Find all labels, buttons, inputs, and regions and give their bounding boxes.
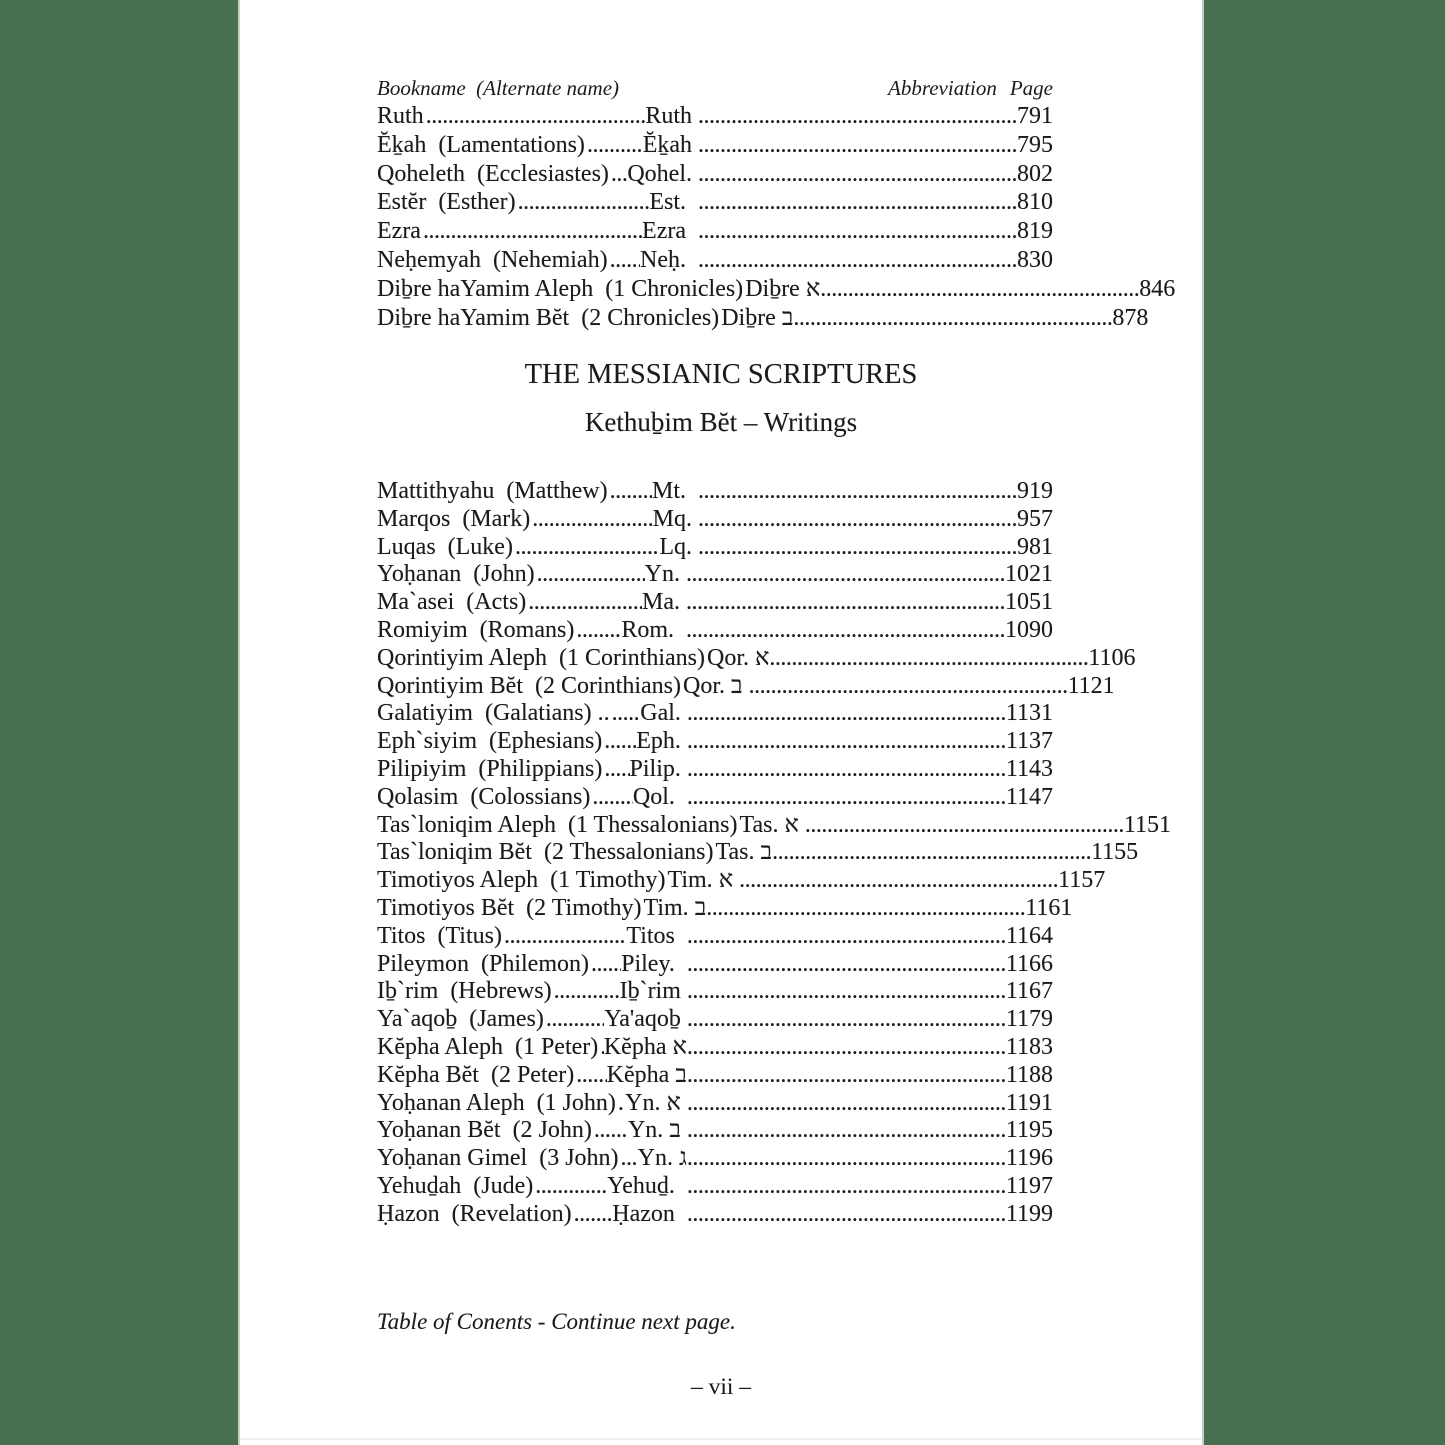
page-number: 1199 <box>1005 1200 1053 1227</box>
toc-row <box>377 534 1053 562</box>
dot-leader <box>687 700 1006 728</box>
dot-leader <box>739 867 1058 895</box>
book-abbreviation: Ma. <box>642 589 686 616</box>
page-number: 1106 <box>1088 644 1136 671</box>
dot-leader <box>590 784 633 812</box>
dot-leader <box>687 1034 1006 1062</box>
book-abbreviation: Yehuḏ. <box>607 1172 687 1199</box>
book-name: Diḇre haYamim Bĕt (2 Chronicles) <box>377 304 720 331</box>
page-number: 1051 <box>1005 589 1053 616</box>
book-name: Galatiyim (Galatians) .. <box>377 700 610 727</box>
dot-leader <box>424 102 646 131</box>
dot-leader <box>686 589 1005 617</box>
dot-leader <box>687 1145 1006 1173</box>
toc-row <box>377 1006 1053 1034</box>
book-name: Timotiyos Bĕt (2 Timothy) <box>377 894 642 921</box>
book-name: Ruth <box>377 103 424 129</box>
book-name: Yoḥanan (John) <box>377 561 535 588</box>
book-name: Marqos (Mark) <box>377 505 531 532</box>
column-header-bookname: Bookname (Alternate name) <box>377 76 620 100</box>
dot-leader <box>502 923 626 951</box>
toc-row <box>377 246 1053 275</box>
dot-leader <box>698 478 1017 506</box>
book-abbreviation: Yn. <box>644 561 686 588</box>
page-number: 1166 <box>1005 950 1053 977</box>
book-name: Pileymon (Philemon) <box>377 950 589 977</box>
dot-leader <box>610 700 641 728</box>
toc-row <box>377 160 1053 189</box>
book-abbreviation: Mt. <box>651 478 698 504</box>
toc-row <box>377 1062 1053 1090</box>
book-abbreviation: Qor. ב <box>682 672 749 699</box>
book-abbreviation: Diḇre א <box>745 275 821 302</box>
dot-leader <box>698 131 1017 160</box>
toc-row <box>377 589 1053 617</box>
page-number: 791 <box>1017 103 1053 129</box>
dot-leader <box>698 160 1017 189</box>
folio-page-number: – vii – <box>690 1374 752 1400</box>
dot-leader <box>585 131 643 160</box>
page-number: 1196 <box>1005 1145 1053 1172</box>
toc-row <box>377 617 1053 645</box>
dot-leader <box>592 1117 628 1145</box>
toc-row <box>377 1201 1053 1229</box>
book-abbreviation: Ruth <box>645 103 698 129</box>
dot-leader <box>698 102 1017 131</box>
column-header-abbreviation: Abbreviation <box>888 76 997 100</box>
dot-leader <box>687 951 1006 979</box>
dot-leader <box>526 589 642 617</box>
book-abbreviation: Neḥ. <box>640 246 698 273</box>
book-name: Pilipiyim (Philippians) <box>377 755 603 782</box>
subsection-heading-kethubim-bet: Kethuḇim Bĕt – Writings <box>584 407 858 437</box>
book-abbreviation: Tas. ב <box>715 839 773 866</box>
book-abbreviation: Qohel. <box>627 160 698 187</box>
dot-leader <box>698 217 1017 246</box>
book-abbreviation: Yn. ג <box>637 1145 687 1172</box>
page-number: 878 <box>1112 304 1149 331</box>
toc-row <box>377 894 1073 923</box>
toc-row <box>377 304 1149 333</box>
book-abbreviation: Tim. א <box>667 867 740 894</box>
page-number: 1155 <box>1091 839 1139 866</box>
dot-leader <box>769 645 1088 673</box>
toc-row <box>377 1173 1053 1201</box>
book-abbreviation: Diḇre ב <box>721 304 794 331</box>
dot-leader <box>602 756 629 784</box>
book-name: Titos (Titus) <box>377 922 502 949</box>
toc-row <box>377 700 1053 728</box>
dot-leader <box>574 1062 606 1090</box>
dot-leader <box>687 1201 1006 1229</box>
book-name: Luqas (Luke) <box>377 533 513 560</box>
page-number: 795 <box>1017 131 1053 158</box>
toc-row <box>377 217 1053 246</box>
page-number: 1137 <box>1005 728 1053 755</box>
book-name: Diḇre haYamim Aleph (1 Chronicles) <box>377 275 744 302</box>
book-name: Ĕḵah (Lamentations) <box>377 131 585 158</box>
dot-leader <box>552 978 620 1006</box>
book-abbreviation: Kĕpha א <box>603 1033 687 1060</box>
dot-leader <box>608 246 640 275</box>
toc-row <box>377 978 1053 1006</box>
toc-row <box>377 1145 1053 1173</box>
dot-leader <box>530 506 652 534</box>
book-abbreviation: Kĕpha ב <box>606 1061 687 1088</box>
book-page <box>238 0 1204 1445</box>
toc-row <box>377 811 1171 840</box>
toc-section-tanakh-writings <box>377 102 1176 332</box>
book-name: Ya`aqoḇ (James) <box>377 1006 544 1033</box>
book-abbreviation: Qor. א <box>706 644 770 671</box>
page-number: 819 <box>1017 218 1053 245</box>
page-number: 1090 <box>1005 616 1053 643</box>
book-name: Yoḥanan Gimel (3 John) <box>377 1145 619 1172</box>
book-name: Kĕpha Aleph (1 Peter) <box>377 1033 599 1060</box>
dot-leader <box>687 1062 1006 1090</box>
dot-leader <box>616 1090 625 1118</box>
page-number: 1191 <box>1005 1089 1053 1116</box>
dot-leader <box>608 478 652 506</box>
dot-leader <box>687 1006 1006 1034</box>
section-heading-messianic-scriptures: THE MESSIANIC SCRIPTURES <box>524 359 918 390</box>
toc-row <box>377 1090 1053 1118</box>
dot-leader <box>589 951 621 979</box>
page-number: 1195 <box>1005 1117 1053 1144</box>
dot-leader <box>687 756 1006 784</box>
book-abbreviation: Ya'aqoḇ <box>604 1006 687 1033</box>
book-abbreviation: Yn. א <box>625 1089 687 1116</box>
book-abbreviation: Eph. <box>636 728 687 755</box>
toc-row <box>377 672 1115 701</box>
toc-row <box>377 131 1053 160</box>
dot-leader <box>686 561 1005 589</box>
dot-leader <box>516 188 650 217</box>
book-name: Ḥazon (Revelation) <box>377 1200 572 1227</box>
dot-leader <box>687 1117 1006 1145</box>
dot-leader <box>749 673 1068 701</box>
toc-row <box>377 478 1053 506</box>
book-abbreviation: Gal. <box>640 700 687 727</box>
dot-leader <box>698 534 1017 562</box>
dot-leader <box>421 217 642 246</box>
toc-section-messianic-scriptures <box>377 478 1171 1229</box>
book-abbreviation: Qol. <box>632 783 687 810</box>
column-header-page: Page <box>1009 76 1053 100</box>
dot-leader <box>535 561 645 589</box>
page-number: 1151 <box>1123 811 1171 838</box>
dot-leader <box>687 978 1006 1006</box>
toc-row <box>377 839 1139 867</box>
page-number: 1183 <box>1005 1033 1053 1060</box>
page-number: 919 <box>1017 478 1053 504</box>
toc-row <box>377 1117 1053 1145</box>
book-abbreviation: Lq. <box>659 533 698 560</box>
dot-leader <box>793 304 1112 333</box>
book-name: Qorintiyim Aleph (1 Corinthians) <box>377 644 705 671</box>
book-abbreviation: Ḥazon <box>612 1200 687 1227</box>
dot-leader <box>619 1145 638 1173</box>
page-number: 1157 <box>1058 867 1106 894</box>
book-abbreviation: Tim. ב <box>643 894 707 921</box>
book-name: Yoḥanan Bĕt (2 John) <box>377 1117 592 1144</box>
book-abbreviation: Titos <box>626 922 687 949</box>
dot-leader <box>687 1173 1006 1201</box>
dot-leader <box>602 728 636 756</box>
page-bottom-edge-line <box>240 1438 1202 1440</box>
page-number: 1188 <box>1005 1061 1053 1088</box>
toc-column-header <box>377 76 1053 100</box>
book-name: Ma`asei (Acts) <box>377 589 527 616</box>
dot-leader <box>687 784 1006 812</box>
toc-row <box>377 561 1053 589</box>
book-name: Eph`siyim (Ephesians) <box>377 728 603 755</box>
book-abbreviation: Ĕḵah <box>642 131 698 158</box>
dot-leader <box>574 617 621 645</box>
page-number: 1161 <box>1025 894 1073 921</box>
book-name: Neḥemyah (Nehemiah) <box>377 246 608 273</box>
book-name: Kĕpha Bĕt (2 Peter) <box>377 1061 575 1088</box>
toc-row <box>377 784 1053 812</box>
book-abbreviation: Pilip. <box>629 755 687 782</box>
book-name: Timotiyos Aleph (1 Timothy) <box>377 867 666 894</box>
dot-leader <box>805 812 1124 840</box>
book-abbreviation: Est. <box>649 189 698 216</box>
book-name: Qorintiyim Bĕt (2 Corinthians) <box>377 672 681 699</box>
toc-row <box>377 867 1106 895</box>
dot-leader <box>706 895 1025 923</box>
page-number: 1143 <box>1005 755 1053 782</box>
book-name: Qoheleth (Ecclesiastes) <box>377 160 609 187</box>
page-number: 1197 <box>1005 1172 1053 1199</box>
dot-leader <box>572 1201 613 1229</box>
page-number: 1164 <box>1005 922 1053 949</box>
toc-row <box>377 102 1053 131</box>
page-number: 1179 <box>1005 1006 1053 1033</box>
page-number: 1121 <box>1067 672 1115 699</box>
book-name: Mattithyahu (Matthew) <box>377 478 608 504</box>
book-abbreviation: Ezra <box>642 218 698 245</box>
dot-leader <box>609 160 627 189</box>
page-number: 957 <box>1017 505 1053 532</box>
toc-row <box>377 951 1053 979</box>
dot-leader <box>698 246 1017 275</box>
toc-row <box>377 756 1053 784</box>
page-number: 1021 <box>1005 561 1053 588</box>
book-name: Ezra <box>377 218 421 245</box>
dot-leader <box>533 1173 607 1201</box>
page-number: 802 <box>1017 160 1053 187</box>
book-name: Tas`loniqim Bĕt (2 Thessalonians) <box>377 839 714 866</box>
book-abbreviation: Rom. <box>621 616 686 643</box>
dot-leader <box>698 188 1017 217</box>
dot-leader <box>687 728 1006 756</box>
toc-row <box>377 1034 1053 1062</box>
book-name: Yehuḏah (Jude) <box>377 1172 534 1199</box>
toc-row <box>377 644 1136 673</box>
page-number: 810 <box>1017 189 1053 216</box>
book-name: Romiyim (Romans) <box>377 616 575 643</box>
toc-row <box>377 188 1053 217</box>
toc-row <box>377 275 1176 304</box>
toc-row <box>377 728 1053 756</box>
page-number: 846 <box>1139 275 1176 302</box>
page-number: 1167 <box>1005 978 1053 1005</box>
page-number: 1147 <box>1005 783 1053 810</box>
book-abbreviation: Mq. <box>652 505 698 532</box>
book-name: Qolasim (Colossians) <box>377 783 591 810</box>
book-abbreviation: Tas. א <box>739 811 805 838</box>
page-number: 830 <box>1017 246 1053 273</box>
dot-leader <box>544 1006 604 1034</box>
dot-leader <box>820 275 1139 304</box>
dot-leader <box>687 923 1006 951</box>
book-abbreviation: Yn. ב <box>627 1117 687 1144</box>
dot-leader <box>513 534 659 562</box>
footer-continuation-note: Table of Conents - Continue next page. <box>377 1309 736 1334</box>
page-number: 1131 <box>1005 700 1053 727</box>
book-name: Yoḥanan Aleph (1 John) <box>377 1089 616 1116</box>
book-name: Iḇ`rim (Hebrews) <box>377 978 552 1005</box>
dot-leader <box>698 506 1017 534</box>
book-name: Estĕr (Esther) <box>377 189 516 216</box>
page-number: 981 <box>1017 533 1053 560</box>
toc-row <box>377 923 1053 951</box>
dot-leader <box>686 617 1005 645</box>
book-name: Tas`loniqim Aleph (1 Thessalonians) <box>377 811 738 838</box>
toc-row <box>377 506 1053 534</box>
book-abbreviation: Iḇ`rim <box>619 978 687 1005</box>
book-abbreviation: Piley. <box>621 950 687 977</box>
dot-leader <box>772 839 1091 867</box>
dot-leader <box>687 1090 1006 1118</box>
